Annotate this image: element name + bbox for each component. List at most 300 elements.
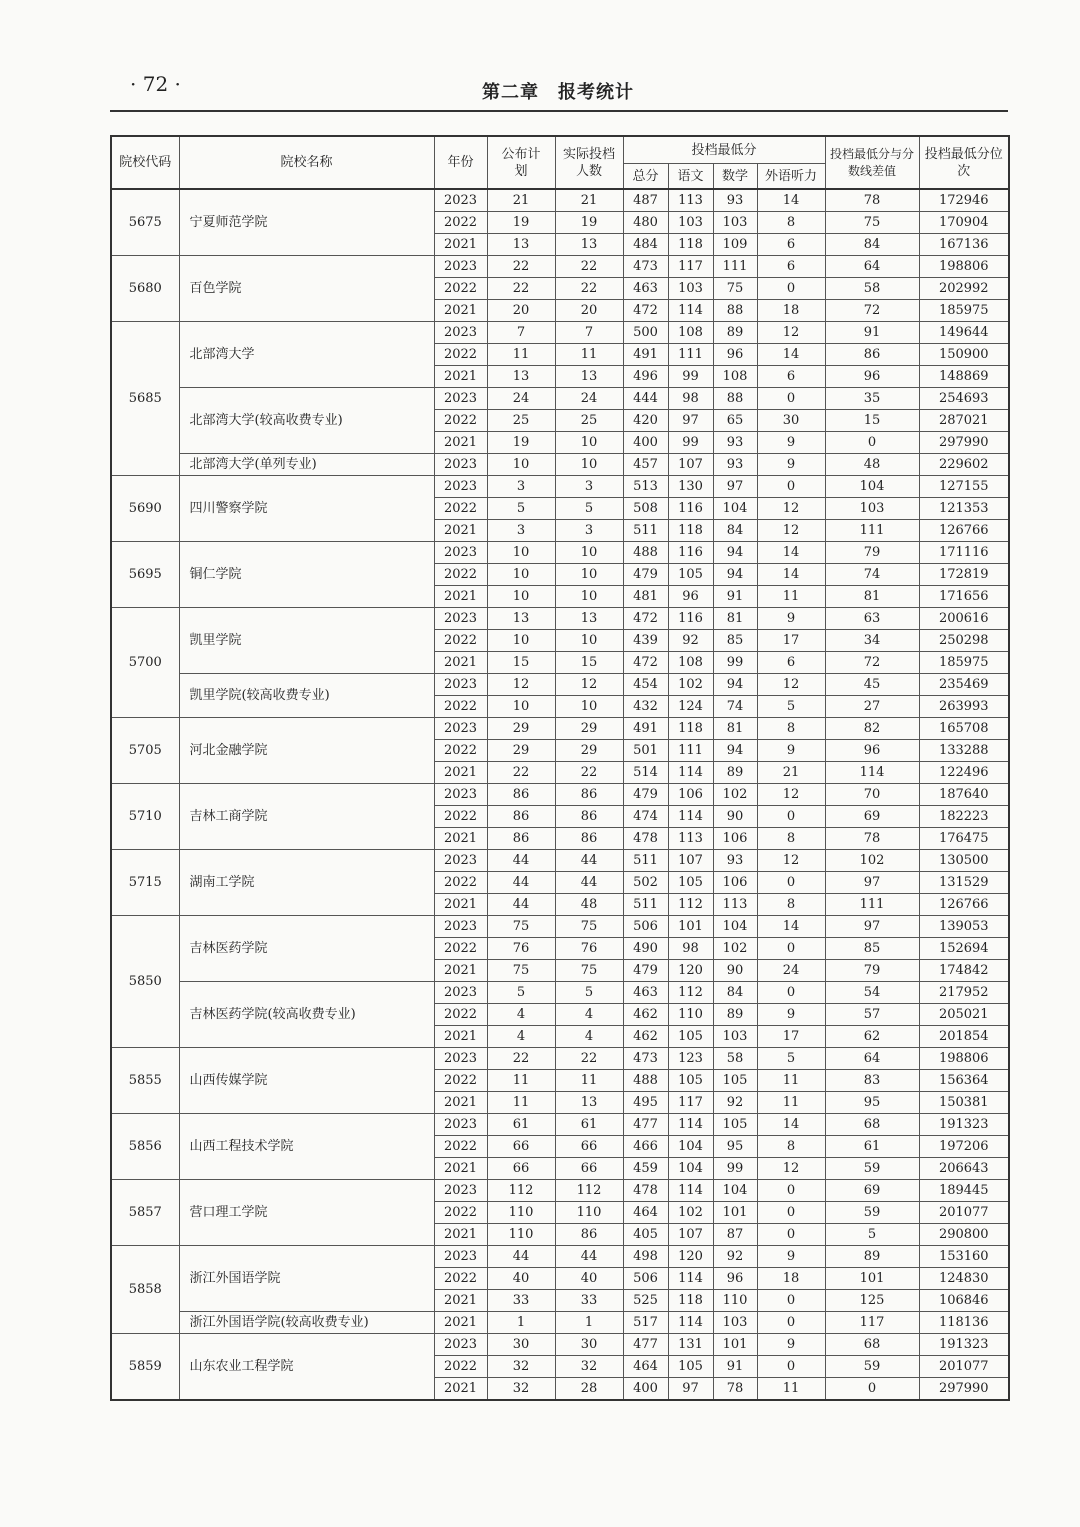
table-row [111,784,1009,806]
actual-cell: 66 [555,1136,623,1158]
year-cell: 2021 [434,1290,487,1312]
table-row [111,1312,1009,1334]
chinese-cell: 102 [668,1202,713,1224]
total-cell: 480 [623,212,668,234]
listening-cell: 14 [757,916,825,938]
rank-cell: 200616 [919,608,1009,630]
header-actual: 实际投档人数 [555,136,623,189]
rank-cell: 250298 [919,630,1009,652]
actual-cell: 13 [555,234,623,256]
listening-cell: 12 [757,322,825,344]
actual-cell: 86 [555,784,623,806]
math-cell: 99 [713,652,757,674]
total-cell: 491 [623,718,668,740]
total-cell: 502 [623,872,668,894]
math-cell: 92 [713,1246,757,1268]
actual-cell: 13 [555,608,623,630]
chinese-cell: 96 [668,586,713,608]
plan-cell: 4 [487,1026,555,1048]
plan-cell: 4 [487,1004,555,1026]
math-cell: 103 [713,1026,757,1048]
chinese-cell: 118 [668,234,713,256]
year-cell: 2022 [434,212,487,234]
table-row [111,916,1009,938]
math-cell: 84 [713,520,757,542]
plan-cell: 33 [487,1290,555,1312]
total-cell: 459 [623,1158,668,1180]
listening-cell: 9 [757,1246,825,1268]
total-cell: 511 [623,894,668,916]
rank-cell: 130500 [919,850,1009,872]
chinese-cell: 106 [668,784,713,806]
year-cell: 2023 [434,189,487,212]
plan-cell: 20 [487,300,555,322]
actual-cell: 22 [555,762,623,784]
listening-cell: 18 [757,1268,825,1290]
total-cell: 478 [623,828,668,850]
actual-cell: 5 [555,498,623,520]
school-name-cell: 湖南工学院 [179,850,434,916]
actual-cell: 22 [555,278,623,300]
plan-cell: 5 [487,982,555,1004]
actual-cell: 3 [555,476,623,498]
math-cell: 81 [713,608,757,630]
year-cell: 2023 [434,850,487,872]
total-cell: 420 [623,410,668,432]
math-cell: 95 [713,1136,757,1158]
math-cell: 74 [713,696,757,718]
chinese-cell: 105 [668,1070,713,1092]
total-cell: 484 [623,234,668,256]
chinese-cell: 114 [668,762,713,784]
plan-cell: 22 [487,762,555,784]
chinese-cell: 105 [668,872,713,894]
total-cell: 462 [623,1004,668,1026]
math-cell: 105 [713,1070,757,1092]
actual-cell: 66 [555,1158,623,1180]
math-cell: 75 [713,278,757,300]
chinese-cell: 103 [668,278,713,300]
listening-cell: 9 [757,608,825,630]
plan-cell: 44 [487,1246,555,1268]
table-row [111,454,1009,476]
school-name-cell: 河北金融学院 [179,718,434,784]
actual-cell: 44 [555,1246,623,1268]
math-cell: 102 [713,938,757,960]
math-cell: 104 [713,498,757,520]
math-cell: 91 [713,586,757,608]
year-cell: 2023 [434,982,487,1004]
school-name-cell: 浙江外国语学院(较高收费专业) [179,1312,434,1334]
school-code-cell: 5700 [111,608,179,718]
school-code-cell: 5690 [111,476,179,542]
total-cell: 491 [623,344,668,366]
total-cell: 474 [623,806,668,828]
rank-cell: 150381 [919,1092,1009,1114]
school-code-cell: 5680 [111,256,179,322]
math-cell: 90 [713,960,757,982]
actual-cell: 29 [555,740,623,762]
table-row [111,674,1009,696]
diff-cell: 125 [825,1290,919,1312]
listening-cell: 14 [757,542,825,564]
diff-cell: 78 [825,189,919,212]
diff-cell: 59 [825,1158,919,1180]
listening-cell: 0 [757,982,825,1004]
listening-cell: 8 [757,1136,825,1158]
actual-cell: 10 [555,696,623,718]
chinese-cell: 98 [668,938,713,960]
chinese-cell: 116 [668,498,713,520]
year-cell: 2021 [434,300,487,322]
school-name-cell: 北部湾大学(较高收费专业) [179,388,434,454]
math-cell: 90 [713,806,757,828]
diff-cell: 59 [825,1356,919,1378]
plan-cell: 29 [487,718,555,740]
diff-cell: 101 [825,1268,919,1290]
math-cell: 104 [713,916,757,938]
chinese-cell: 92 [668,630,713,652]
diff-cell: 78 [825,828,919,850]
total-cell: 405 [623,1224,668,1246]
year-cell: 2022 [434,564,487,586]
year-cell: 2021 [434,960,487,982]
rank-cell: 139053 [919,916,1009,938]
plan-cell: 13 [487,366,555,388]
diff-cell: 97 [825,872,919,894]
diff-cell: 111 [825,520,919,542]
chinese-cell: 114 [668,300,713,322]
total-cell: 444 [623,388,668,410]
listening-cell: 18 [757,300,825,322]
chinese-cell: 117 [668,256,713,278]
year-cell: 2022 [434,806,487,828]
chinese-cell: 124 [668,696,713,718]
actual-cell: 33 [555,1290,623,1312]
plan-cell: 76 [487,938,555,960]
plan-cell: 12 [487,674,555,696]
math-cell: 101 [713,1202,757,1224]
chinese-cell: 116 [668,608,713,630]
actual-cell: 10 [555,586,623,608]
school-name-cell: 四川警察学院 [179,476,434,542]
plan-cell: 86 [487,784,555,806]
school-code-cell: 5710 [111,784,179,850]
school-code-cell: 5715 [111,850,179,916]
plan-cell: 13 [487,608,555,630]
chinese-cell: 107 [668,1224,713,1246]
chinese-cell: 112 [668,982,713,1004]
year-cell: 2021 [434,652,487,674]
total-cell: 477 [623,1334,668,1356]
diff-cell: 104 [825,476,919,498]
chinese-cell: 111 [668,740,713,762]
chinese-cell: 99 [668,432,713,454]
rank-cell: 290800 [919,1224,1009,1246]
math-cell: 93 [713,850,757,872]
school-code-cell: 5859 [111,1334,179,1401]
actual-cell: 10 [555,564,623,586]
diff-cell: 69 [825,806,919,828]
chinese-cell: 114 [668,1312,713,1334]
chinese-cell: 113 [668,189,713,212]
rank-cell: 172819 [919,564,1009,586]
diff-cell: 34 [825,630,919,652]
math-cell: 99 [713,1158,757,1180]
plan-cell: 40 [487,1268,555,1290]
diff-cell: 61 [825,1136,919,1158]
actual-cell: 32 [555,1356,623,1378]
listening-cell: 0 [757,1356,825,1378]
plan-cell: 21 [487,189,555,212]
rank-cell: 198806 [919,256,1009,278]
school-code-cell: 5705 [111,718,179,784]
rank-cell: 156364 [919,1070,1009,1092]
chinese-cell: 111 [668,344,713,366]
chinese-cell: 108 [668,322,713,344]
chinese-cell: 101 [668,916,713,938]
table-header [111,136,1009,189]
total-cell: 513 [623,476,668,498]
page-header [110,70,1008,112]
year-cell: 2022 [434,696,487,718]
school-name-cell: 铜仁学院 [179,542,434,608]
chinese-cell: 117 [668,1092,713,1114]
total-cell: 488 [623,1070,668,1092]
math-cell: 102 [713,784,757,806]
listening-cell: 0 [757,872,825,894]
rank-cell: 205021 [919,1004,1009,1026]
year-cell: 2023 [434,916,487,938]
listening-cell: 9 [757,1334,825,1356]
table-row [111,718,1009,740]
school-name-cell: 北部湾大学 [179,322,434,388]
plan-cell: 32 [487,1356,555,1378]
year-cell: 2022 [434,1268,487,1290]
plan-cell: 3 [487,520,555,542]
school-name-cell: 山西工程技术学院 [179,1114,434,1180]
plan-cell: 10 [487,542,555,564]
rank-cell: 185975 [919,300,1009,322]
math-cell: 81 [713,718,757,740]
rank-cell: 133288 [919,740,1009,762]
math-cell: 106 [713,872,757,894]
plan-cell: 10 [487,454,555,476]
school-code-cell: 5685 [111,322,179,476]
rank-cell: 287021 [919,410,1009,432]
year-cell: 2022 [434,740,487,762]
listening-cell: 0 [757,1202,825,1224]
header-rank: 投档最低分位次 [919,136,1009,189]
table-row [111,189,1009,212]
plan-cell: 66 [487,1158,555,1180]
actual-cell: 11 [555,1070,623,1092]
plan-cell: 24 [487,388,555,410]
year-cell: 2023 [434,476,487,498]
rank-cell: 201854 [919,1026,1009,1048]
math-cell: 113 [713,894,757,916]
rank-cell: 197206 [919,1136,1009,1158]
listening-cell: 12 [757,1158,825,1180]
table-row [111,850,1009,872]
listening-cell: 11 [757,1092,825,1114]
diff-cell: 70 [825,784,919,806]
page-number: · 72 · [130,72,181,96]
listening-cell: 14 [757,564,825,586]
actual-cell: 30 [555,1334,623,1356]
rank-cell: 297990 [919,1378,1009,1401]
diff-cell: 64 [825,1048,919,1070]
diff-cell: 48 [825,454,919,476]
actual-cell: 21 [555,189,623,212]
actual-cell: 86 [555,806,623,828]
total-cell: 501 [623,740,668,762]
listening-cell: 12 [757,498,825,520]
math-cell: 96 [713,1268,757,1290]
school-name-cell: 百色学院 [179,256,434,322]
total-cell: 472 [623,300,668,322]
year-cell: 2022 [434,278,487,300]
rank-cell: 153160 [919,1246,1009,1268]
total-cell: 481 [623,586,668,608]
plan-cell: 110 [487,1224,555,1246]
year-cell: 2021 [434,432,487,454]
diff-cell: 79 [825,960,919,982]
diff-cell: 117 [825,1312,919,1334]
header-plan: 公布计划 [487,136,555,189]
rank-cell: 171656 [919,586,1009,608]
rank-cell: 126766 [919,894,1009,916]
year-cell: 2022 [434,410,487,432]
rank-cell: 201077 [919,1356,1009,1378]
math-cell: 103 [713,1312,757,1334]
math-cell: 94 [713,674,757,696]
diff-cell: 72 [825,300,919,322]
rank-cell: 263993 [919,696,1009,718]
actual-cell: 40 [555,1268,623,1290]
total-cell: 496 [623,366,668,388]
math-cell: 89 [713,322,757,344]
total-cell: 487 [623,189,668,212]
diff-cell: 63 [825,608,919,630]
total-cell: 457 [623,454,668,476]
diff-cell: 95 [825,1092,919,1114]
rank-cell: 118136 [919,1312,1009,1334]
school-name-cell: 营口理工学院 [179,1180,434,1246]
diff-cell: 54 [825,982,919,1004]
math-cell: 94 [713,564,757,586]
listening-cell: 8 [757,828,825,850]
rank-cell: 198806 [919,1048,1009,1070]
year-cell: 2023 [434,1334,487,1356]
diff-cell: 57 [825,1004,919,1026]
rank-cell: 217952 [919,982,1009,1004]
rank-cell: 171116 [919,542,1009,564]
chinese-cell: 108 [668,652,713,674]
actual-cell: 10 [555,542,623,564]
diff-cell: 58 [825,278,919,300]
listening-cell: 8 [757,212,825,234]
rank-cell: 254693 [919,388,1009,410]
chinese-cell: 120 [668,1246,713,1268]
plan-cell: 86 [487,828,555,850]
actual-cell: 28 [555,1378,623,1401]
rank-cell: 131529 [919,872,1009,894]
actual-cell: 86 [555,828,623,850]
rank-cell: 229602 [919,454,1009,476]
actual-cell: 1 [555,1312,623,1334]
total-cell: 490 [623,938,668,960]
diff-cell: 82 [825,718,919,740]
chinese-cell: 110 [668,1004,713,1026]
plan-cell: 75 [487,960,555,982]
chinese-cell: 98 [668,388,713,410]
actual-cell: 13 [555,1092,623,1114]
listening-cell: 14 [757,344,825,366]
diff-cell: 72 [825,652,919,674]
math-cell: 65 [713,410,757,432]
rank-cell: 122496 [919,762,1009,784]
chinese-cell: 113 [668,828,713,850]
actual-cell: 10 [555,432,623,454]
header-code: 院校代码 [111,136,179,189]
plan-cell: 10 [487,696,555,718]
admission-table-container [110,135,1008,1401]
total-cell: 439 [623,630,668,652]
rank-cell: 297990 [919,432,1009,454]
year-cell: 2022 [434,1356,487,1378]
listening-cell: 12 [757,850,825,872]
school-name-cell: 吉林医药学院(较高收费专业) [179,982,434,1048]
chapter-title: 第二章 报考统计 [482,82,634,103]
chinese-cell: 97 [668,1378,713,1401]
listening-cell: 30 [757,410,825,432]
math-cell: 110 [713,1290,757,1312]
school-code-cell: 5850 [111,916,179,1048]
plan-cell: 19 [487,212,555,234]
plan-cell: 3 [487,476,555,498]
chinese-cell: 114 [668,806,713,828]
diff-cell: 83 [825,1070,919,1092]
year-cell: 2023 [434,542,487,564]
math-cell: 108 [713,366,757,388]
actual-cell: 4 [555,1026,623,1048]
actual-cell: 44 [555,850,623,872]
diff-cell: 0 [825,1378,919,1401]
year-cell: 2021 [434,1026,487,1048]
plan-cell: 11 [487,344,555,366]
year-cell: 2021 [434,828,487,850]
diff-cell: 0 [825,432,919,454]
year-cell: 2023 [434,1048,487,1070]
listening-cell: 17 [757,630,825,652]
year-cell: 2023 [434,256,487,278]
plan-cell: 15 [487,652,555,674]
chinese-cell: 130 [668,476,713,498]
listening-cell: 0 [757,278,825,300]
actual-cell: 7 [555,322,623,344]
math-cell: 88 [713,300,757,322]
table-row [111,322,1009,344]
rank-cell: 201077 [919,1202,1009,1224]
math-cell: 85 [713,630,757,652]
rank-cell: 187640 [919,784,1009,806]
chinese-cell: 97 [668,410,713,432]
header-total: 总分 [623,164,668,190]
math-cell: 93 [713,189,757,212]
total-cell: 500 [623,322,668,344]
chinese-cell: 105 [668,1026,713,1048]
